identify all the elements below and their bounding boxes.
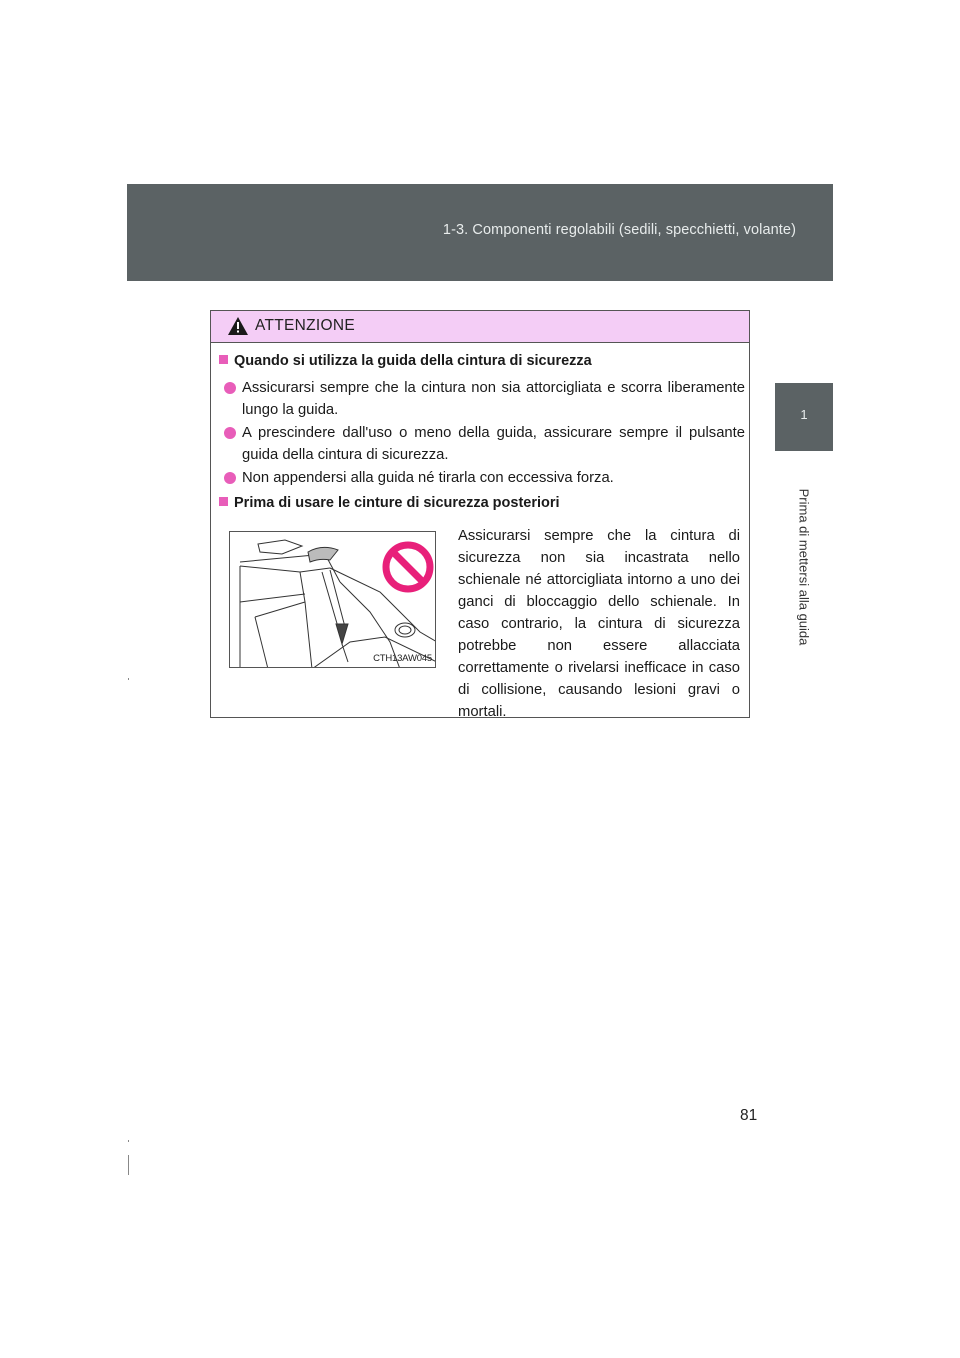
chapter-label <box>795 482 813 652</box>
header-title: 1-3. Componenti regolabili (sedili, specchietti, volante) <box>442 222 796 238</box>
margin-mark <box>128 678 129 680</box>
figure-code: CTH13AW045 <box>373 653 432 664</box>
figure-caption: Assicurarsi sempre che la cintura di sicurezza non sia incastrata nello schienale né attorcigliata intorno a uno dei ganci di bloccaggio dello schienale. In caso contrario, la cintura di sicurezza potrebbe non essere allacciata correttamente o rivelarsi inefficace in caso di collisione, causando lesioni gravi o mortali. <box>458 528 740 720</box>
square-bullet-icon <box>219 497 228 506</box>
chapter-label-text: Prima di mettersi alla guida <box>796 488 812 646</box>
page-number: 81 <box>740 1107 758 1124</box>
round-bullet-icon <box>224 382 236 394</box>
warning-header <box>211 311 749 343</box>
section-heading-2: Prima di usare le cinture di sicurezza posteriori <box>219 495 560 511</box>
warning-triangle-icon <box>227 316 249 336</box>
section-heading-1: Quando si utilizza la guida della cintura di sicurezza <box>219 353 592 369</box>
bullet-item: A prescindere dall'uso o meno della guida, assicurare sempre il pulsante guida della cintura di sicurezza. <box>223 422 745 466</box>
margin-mark <box>128 1140 129 1142</box>
round-bullet-icon <box>224 472 236 484</box>
bullet-item: Assicurarsi sempre che la cintura non sia attorcigliata e scorra liberamente lungo la guida. <box>223 377 745 421</box>
square-bullet-icon <box>219 355 228 364</box>
warning-box <box>210 310 750 718</box>
round-bullet-icon <box>224 427 236 439</box>
seatbelt-illustration <box>229 531 436 668</box>
prohibited-icon <box>382 541 434 593</box>
warning-title: ATTENZIONE <box>255 317 356 334</box>
chapter-tab <box>775 383 833 451</box>
bullet-item: Non appendersi alla guida né tirarla con eccessiva forza. <box>223 467 745 489</box>
margin-mark <box>128 1155 129 1175</box>
chapter-number: 1 <box>800 407 808 422</box>
page-header <box>127 184 833 281</box>
